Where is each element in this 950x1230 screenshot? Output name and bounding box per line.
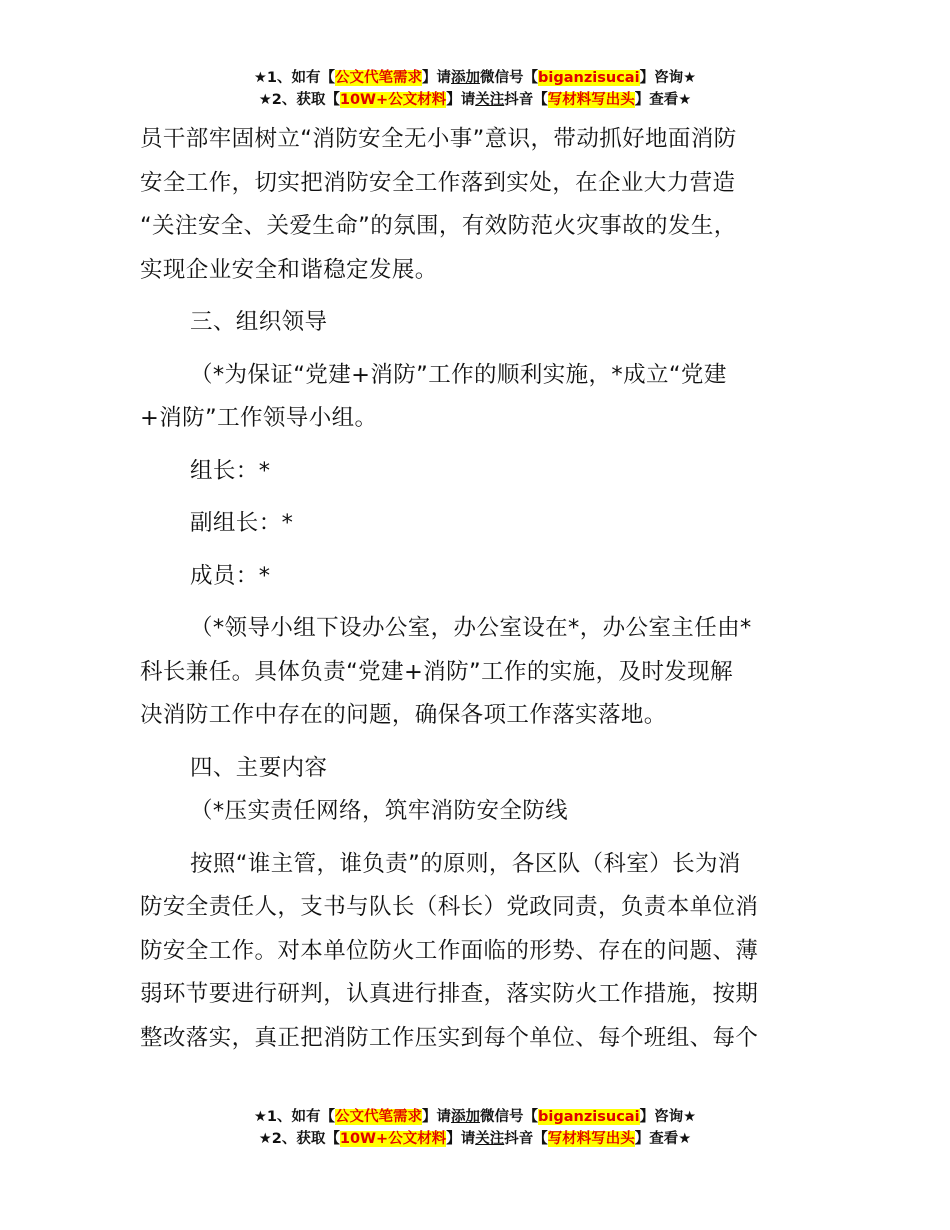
text-line: 防安全责任人，支书与队长（科长）党政同责，负责本单位消 bbox=[140, 894, 759, 920]
document-body bbox=[140, 118, 820, 1069]
promo-underline-text: 关注 bbox=[475, 92, 505, 108]
paragraph-office bbox=[140, 607, 820, 738]
promo-text: 】请 bbox=[446, 92, 476, 108]
promo-text: 】请 bbox=[422, 1109, 452, 1125]
promo-underline-text: 添加 bbox=[451, 70, 481, 86]
promo-text: 】咨询★ bbox=[639, 70, 697, 86]
promo-text: 】请 bbox=[446, 1131, 476, 1147]
text-line: 员干部牢固树立“消防安全无小事”意识，带动抓好地面消防 bbox=[140, 126, 737, 152]
promo-text: 微信号【 bbox=[480, 1109, 539, 1125]
promo-highlight: 公文代笔需求 bbox=[335, 1109, 423, 1125]
vice-leader-line: 副组长：* bbox=[190, 510, 294, 536]
text-line: 科长兼任。具体负责“党建+消防”工作的实施，及时发现解 bbox=[140, 658, 733, 685]
promo-line-2 bbox=[0, 1128, 950, 1150]
promo-wechat-id: biganzisucai bbox=[538, 70, 640, 86]
promo-text: 】查看★ bbox=[634, 1131, 692, 1147]
text-line: +消防”工作领导小组。 bbox=[140, 405, 378, 431]
header-promo-banner bbox=[0, 67, 950, 111]
section-heading-main-content: 四、主要内容 bbox=[190, 754, 328, 781]
text-line: （*领导小组下设办公室，办公室设在*，办公室主任由* bbox=[190, 615, 752, 641]
footer-promo-banner bbox=[0, 1106, 950, 1150]
promo-text: ★2、获取【 bbox=[258, 92, 340, 108]
text-line: “关注安全、关爱生命”的氛围，有效防范火灾事故的发生， bbox=[140, 213, 737, 239]
text-line: 实现企业安全和谐稳定发展。 bbox=[140, 256, 438, 283]
text-line: 防安全工作。对本单位防火工作面临的形势、存在的问题、薄 bbox=[140, 937, 759, 964]
group-leader-line: 组长：* bbox=[190, 457, 271, 484]
promo-underline-text: 关注 bbox=[475, 1131, 505, 1147]
promo-text: ★1、如有【 bbox=[253, 70, 336, 86]
promo-text: 】查看★ bbox=[634, 92, 692, 108]
promo-line-1 bbox=[0, 67, 950, 89]
promo-underline-text: 添加 bbox=[451, 1109, 481, 1125]
paragraph-intro bbox=[140, 118, 820, 292]
promo-text: 】咨询★ bbox=[639, 1109, 697, 1125]
promo-text: 抖音【 bbox=[504, 1131, 548, 1147]
promo-douyin-account: 写材料写出头 bbox=[547, 1131, 635, 1147]
text-line: （*为保证“党建+消防”工作的顺利实施，*成立“党建 bbox=[190, 361, 727, 388]
members-line: 成员：* bbox=[190, 562, 271, 589]
promo-line-2 bbox=[0, 89, 950, 111]
paragraph-responsibility bbox=[140, 843, 820, 1061]
promo-text: ★2、获取【 bbox=[258, 1131, 340, 1147]
promo-wechat-id: biganzisucai bbox=[538, 1109, 640, 1125]
promo-highlight: 10W+公文材料 bbox=[339, 92, 447, 108]
text-line: 按照“谁主管，谁负责”的原则，各区队（科室）长为消 bbox=[190, 850, 741, 877]
subheading-responsibility: （*压实责任网络，筑牢消防安全防线 bbox=[190, 798, 569, 824]
promo-douyin-account: 写材料写出头 bbox=[547, 92, 635, 108]
text-line: 决消防工作中存在的问题，确保各项工作落实落地。 bbox=[140, 702, 667, 728]
promo-highlight: 10W+公文材料 bbox=[339, 1131, 447, 1147]
promo-text: ★1、如有【 bbox=[253, 1109, 336, 1125]
promo-highlight: 公文代笔需求 bbox=[335, 70, 423, 86]
paragraph-leadership-group bbox=[140, 354, 820, 441]
text-line: 安全工作，切实把消防安全工作落到实处，在企业大力营造 bbox=[140, 169, 736, 196]
promo-text: 微信号【 bbox=[480, 70, 539, 86]
promo-text: 】请 bbox=[422, 70, 452, 86]
section-heading-organization: 三、组织领导 bbox=[190, 309, 328, 335]
promo-line-1 bbox=[0, 1106, 950, 1128]
promo-text: 抖音【 bbox=[504, 92, 548, 108]
text-line: 整改落实，真正把消防工作压实到每个单位、每个班组、每个 bbox=[140, 1024, 759, 1051]
text-line: 弱环节要进行研判，认真进行排查，落实防火工作措施，按期 bbox=[140, 981, 759, 1007]
